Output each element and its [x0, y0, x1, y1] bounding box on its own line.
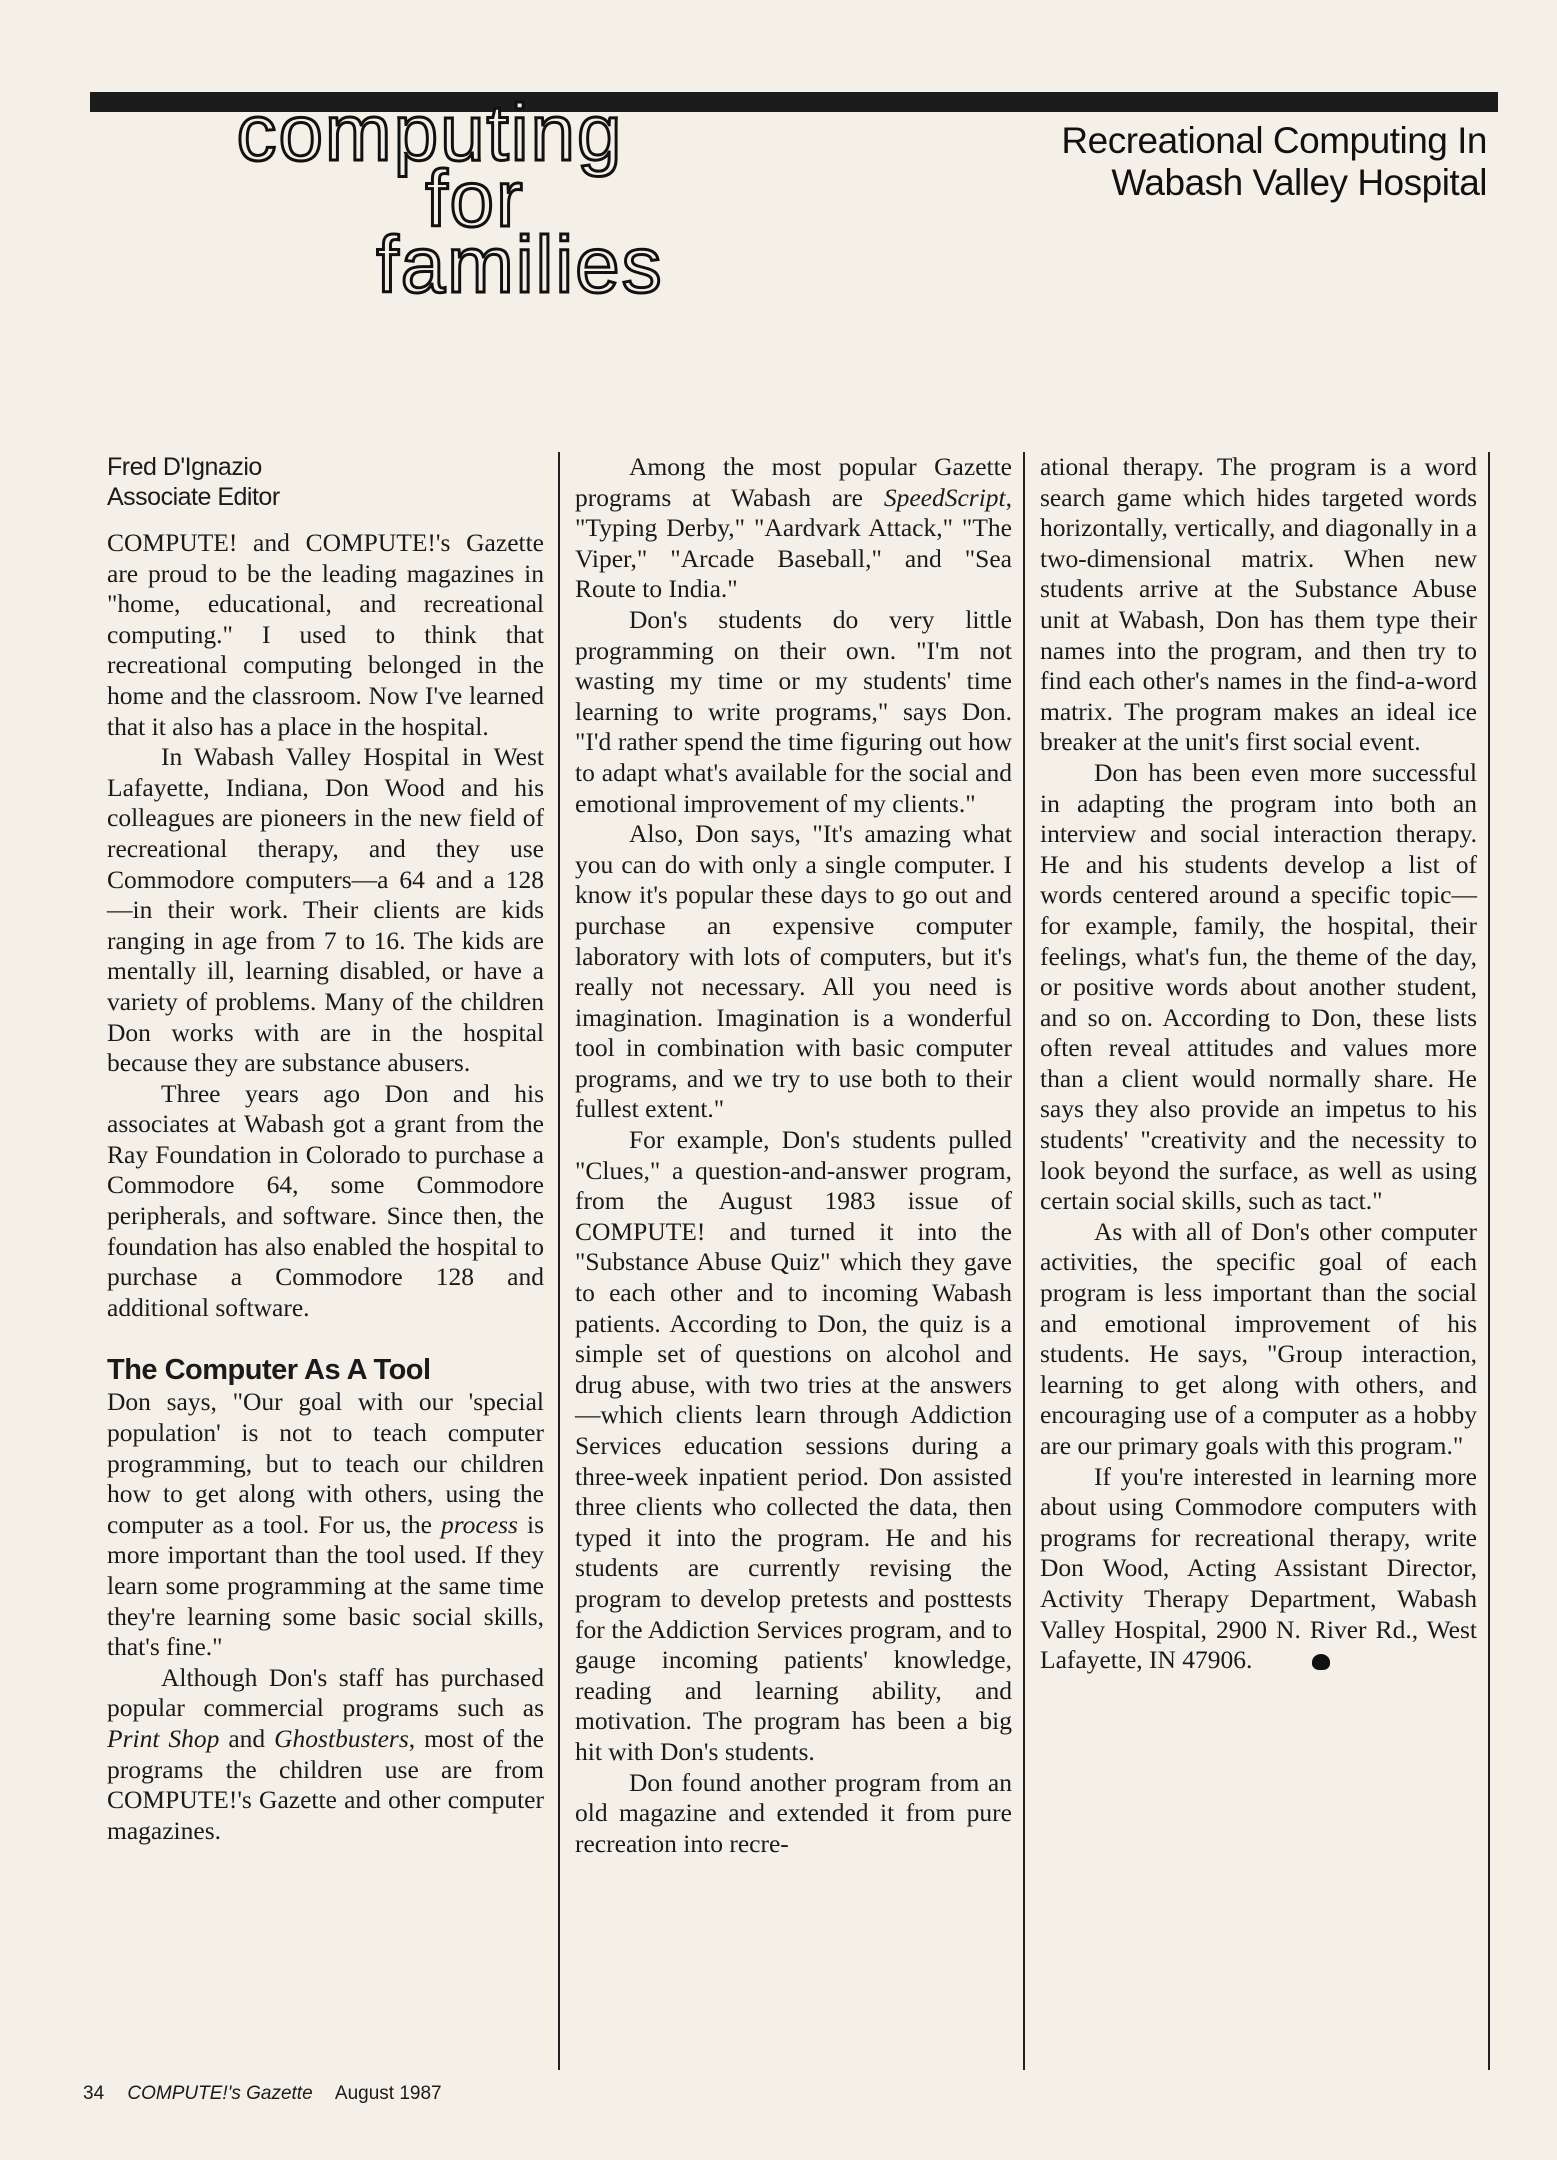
paragraph-text: Although Don's staff has purchased popular commercial programs such as — [107, 1662, 544, 1723]
headline-line: Wabash Valley Hospital — [1111, 162, 1487, 203]
body-paragraph — [575, 1768, 1012, 1860]
logo-line: families — [376, 220, 664, 309]
paragraph-text: ational therapy. The program is a word search game which hides targeted words horizontally, vertically, and diagonally in a two-dimensional matrix. When new students arrive at the Substance Abuse unit at Wabash, Don has them type their names into the program, and then try to find each other's names in the find-a-word matrix. The program makes an ideal ice breaker at the unit's first social event. — [1040, 452, 1477, 757]
paragraph-text: is more important than the tool used. If they learn some programming at the same time they're learning some basic social skills, that's fine." — [107, 1509, 544, 1662]
paragraph-text: COMPUTE! and COMPUTE!'s Gazette are proud to be the leading magazines in "home, educational, and recreational computing." I used to think that recreational computing belonged in the home and the classroom. Now I've learned that it also has a place in the hospital. — [107, 528, 544, 741]
paragraph-text: As with all of Don's other computer activities, the specific goal of each program is less important than the social and emotional improvement of his students. He says, "Group interaction, learning to get along with others, and encouraging use of a computer as a hobby are our primary goals with this program." — [1040, 1216, 1477, 1460]
italic-title: process — [440, 1509, 518, 1539]
section-heading: The Computer As A Tool — [107, 1354, 431, 1387]
article-column-3 — [1040, 452, 1477, 1676]
paragraph-text: Don found another program from an old magazine and extended it from pure recreation into recre- — [575, 1767, 1012, 1858]
article-headline — [1061, 120, 1487, 204]
body-paragraph — [575, 452, 1012, 605]
paragraph-text: , most of the programs the children use are from COMPUTE!'s Gazette and other computer magazines. — [107, 1723, 544, 1845]
italic-title: Ghostbusters — [274, 1723, 409, 1753]
body-paragraph — [107, 742, 544, 1079]
body-paragraph — [107, 1387, 544, 1662]
author-name: Fred D'Ignazio — [107, 453, 262, 481]
paragraph-text: Don says, "Our goal with our 'special population' is not to teach computer programming, but to teach our children how to get along with others, using the computer as a tool. For us, the — [107, 1387, 544, 1539]
body-paragraph — [1040, 1217, 1477, 1462]
body-paragraph — [575, 605, 1012, 819]
italic-title: Print Shop — [107, 1723, 220, 1753]
body-paragraph — [107, 1079, 544, 1324]
logo-line: computing — [236, 88, 624, 177]
issue-date: August 1987 — [334, 2083, 442, 2104]
body-paragraph — [107, 1663, 544, 1847]
paragraph-text: If you're interested in learning more about using Commodore computers with programs for recreational therapy, write Don Wood, Acting Assistant Director, Activity Therapy Department, Wabash Valley Hospital, 2900 N. River Rd., West Lafayette, IN 47906. — [1040, 1461, 1477, 1675]
italic-title: SpeedScript — [883, 482, 1006, 512]
author-role: Associate Editor — [107, 483, 280, 511]
logo-line: for — [425, 154, 525, 243]
page-number: 34 — [83, 2083, 105, 2104]
paragraph-text: In Wabash Valley Hospital in West Lafayette, Indiana, Don Wood and his colleagues are pioneers in the new field of recreational therapy, and they use Commodore computers—a 64 and a 128—in their work. Their clients are kids ranging in age from 7 to 16. The kids are mentally ill, learning disabled, or have a variety of problems. Many of the children Don works with are in the hospital because they are substance abusers. — [107, 742, 544, 1078]
paragraph-text: , "Typing Derby," "Aardvark Attack," "The Viper," "Arcade Baseball," and "Sea Route to India." — [575, 482, 1012, 604]
page-footer — [83, 2083, 460, 2105]
end-of-article-icon — [1312, 1654, 1330, 1670]
body-paragraph — [575, 819, 1012, 1125]
body-paragraph — [575, 1125, 1012, 1767]
paragraph-text: Don's students do very little programming on their own. "I'm not wasting my time or my students' time learning to write programs," says Don. "I'd rather spend the time figuring out how to adapt what's available for the social and emotional improvement of my clients." — [575, 604, 1012, 818]
paragraph-text: Don has been even more successful in adapting the program into both an interview and social interaction therapy. He and his students develop a list of words centered around a specific topic—for example, family, the hospital, their feelings, what's fun, the theme of the day, or positive words about another student, and so on. According to Don, these lists often reveal attitudes and values more than a client would normally share. He says they also provide an impetus to his students' "creativity and the necessity to look beyond the surface, as well as using certain social skills, such as tact." — [1040, 757, 1477, 1216]
column-divider — [558, 452, 560, 2070]
column-divider — [1023, 452, 1025, 2070]
paragraph-text: Among the most popular Gazette programs at Wabash are — [575, 452, 1012, 512]
body-paragraph — [1040, 1462, 1477, 1676]
paragraph-text: For example, Don's students pulled "Clues," a question-and-answer program, from the August 1983 issue of COMPUTE! and turned it into the "Substance Abuse Quiz" which they gave to each other and to incoming Wabash patients. According to Don, the quiz is a simple set of questions on alcohol and drug abuse, with two tries at the answers—which clients learn through Addiction Services education sessions during a three-week inpatient period. Don assisted three clients who collected the data, then typed it into the program. He and his students are currently revising the program to develop pretests and posttests for the Addiction Services program, and to gauge incoming patients' knowledge, reading and learning ability, and motivation. The program has been a big hit with Don's students. — [575, 1125, 1012, 1766]
body-paragraph — [1040, 758, 1477, 1217]
article-column-1 — [107, 452, 544, 1846]
byline — [107, 452, 544, 512]
section-logo — [200, 88, 720, 330]
magazine-name: COMPUTE!'s Gazette — [127, 2083, 313, 2104]
body-paragraph — [1040, 452, 1477, 758]
column-divider — [1488, 452, 1490, 2070]
paragraph-text: Also, Don says, "It's amazing what you can do with only a single computer. I know it's popular these days to go out and purchase an expensive computer laboratory with lots of computers, but it's really not necessary. All you need is imagination. Imagination is a wonderful tool in combination with basic computer programs, and we try to use both to their fullest extent." — [575, 819, 1012, 1124]
headline-line: Recreational Computing In — [1061, 120, 1487, 161]
article-column-2 — [575, 452, 1012, 1859]
paragraph-text: Three years ago Don and his associates at Wabash got a grant from the Ray Foundation in Colorado to purchase a Commodore 64, some Commodore peripherals, and software. Since then, the foundation has also enabled the hospital to purchase a Commodore 128 and additional software. — [107, 1078, 544, 1322]
body-paragraph — [107, 528, 544, 742]
paragraph-text: and — [219, 1723, 275, 1753]
